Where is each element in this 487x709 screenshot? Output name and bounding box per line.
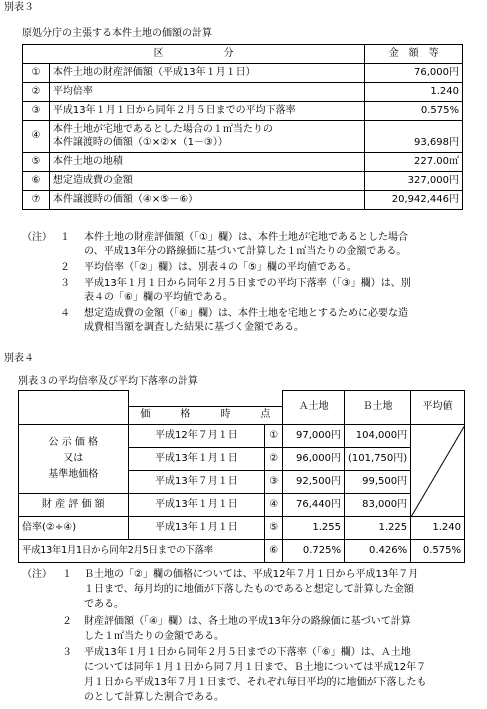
notes-label: （注） [22,569,52,580]
row-date: 平成13年７月１日 [128,471,265,494]
row-description-line2: 本件譲渡時の価額（①×②×（1－③）） [52,136,228,148]
table4-row [19,425,465,448]
table3 [22,44,463,210]
row-value-b: 0.426% [344,540,410,563]
row-number: ⑤ [265,517,283,540]
table4 [18,390,465,563]
note-number: ２ [62,616,72,627]
row-value-b: (101,750円) [344,448,410,471]
row-date: 平成13年１月１日 [128,517,265,540]
row-number: ② [265,448,283,471]
row-number: ③ [265,471,283,494]
note-text: 平成13年１月１日から同年２月５日までの下落率（「⑥」欄）は、Ａ土地 [84,647,411,658]
row-description: 本件土地の財産評価額（平成13年１月１日） [49,64,364,83]
row-value: 76,000円 [365,64,463,83]
table4-corner [19,391,129,425]
row-description: 本件譲渡時の価額（④×⑤－⑥） [49,191,364,210]
row-value-a: 96,000円 [283,448,345,471]
row-value: 327,000円 [365,172,463,191]
row-value: 1.240 [365,83,463,102]
note-text: 想定造成費の金額（「⑥」欄）は、本件土地を宅地とするために必要な造 [84,308,408,319]
row-date: 平成13年１月１日 [128,494,265,517]
table4-head-a: Ａ土地 [283,391,345,425]
row-value-a: 0.725% [283,540,345,563]
table4-head-price-time: 価 格 時 点 [128,407,283,425]
table3-head-amount: 金 額 等 [365,45,463,64]
row-value: 0.575% [365,102,463,121]
note-text: については同年１月１日から同７月１日まで、Ｂ土地については平成12年７ [84,662,427,673]
table3-head-category: 区 分 [23,45,365,64]
avg-diagonal-cell [411,425,465,517]
row-description-line1: 本件土地が宅地であるとした場合の１㎡当たりの [52,124,273,135]
row-number: ① [23,64,50,83]
row-value-avg: 1.240 [411,517,465,540]
note-text: 財産評価額（「④」欄）は、各土地の平成13年分の路線価に基づいて計算 [84,616,411,627]
table3-row [23,102,463,121]
row-description [49,121,364,153]
row-label: 倍率(②÷④) [19,517,129,540]
note-text: 平均倍率（「②」欄）は、別表４の「⑤」欄の平均値である。 [84,262,357,273]
table4-row [19,517,465,540]
table3-row [23,121,463,153]
row-number: ⑦ [23,191,50,210]
table4-group-koji: 公 示 価 格 又は 基準地価格 [19,425,129,494]
diagonal-line [411,425,465,517]
table4-head-b: Ｂ土地 [344,391,410,425]
note-text: 本件土地の財産評価額（「①」欄）は、本件土地が宅地であるとした場合 [84,232,408,243]
row-number: ⑥ [265,540,283,563]
note-number: ４ [60,308,70,319]
row-number: ⑤ [23,153,50,172]
row-number: ① [265,425,283,448]
note-number: １ [60,232,70,243]
table3-row [23,172,463,191]
table3-row [23,191,463,210]
table3-label: 別表３ [4,2,34,13]
note-text: した１㎡当たりの金額である。 [84,631,224,642]
row-value-a: 76,440円 [283,494,345,517]
note-text: の、平成13年分の路線価に基づいて計算した１㎡当たりの金額である。 [84,246,407,257]
row-number: ④ [23,121,50,153]
row-date: 平成12年７月１日 [128,425,265,448]
row-number: ③ [23,102,50,121]
row-label: 財 産 評 価 額 [19,494,129,517]
row-value-b: 104,000円 [344,425,410,448]
table4-label: 別表４ [4,353,34,364]
row-number: ⑥ [23,172,50,191]
table3-title: 原処分庁の主張する本件土地の価額の計算 [22,28,212,39]
row-value: 227.00㎡ [365,153,463,172]
notes-label: （注） [22,232,52,243]
row-description: 本件土地の地積 [49,153,364,172]
note-text: 月１日から平成13年７月１日まで、それぞれ毎日平均的に地価が下落したも [84,677,427,688]
row-value-avg: 0.575% [411,540,465,563]
table3-row [23,64,463,83]
row-label: 平成13年1月1日から同年2月5日までの下落率 [19,540,265,563]
note-text: 表４の「⑥」欄の平均値である。 [84,292,233,303]
note-text: である。 [84,599,124,610]
note-text: Ｂ土地の「②」欄の価格については、平成12年７月１日から平成13年７月 [84,569,419,580]
note-text: 成費相当額を調査した結果に基づく金額である。 [84,322,304,333]
row-value-b: 99,500円 [344,471,410,494]
row-value-a: 97,000円 [283,425,345,448]
note-number: ３ [62,647,72,658]
table3-row [23,153,463,172]
row-description: 平成13年１月１日から同年２月５日までの平均下落率 [49,102,364,121]
row-description: 想定造成費の金額 [49,172,364,191]
table4-row [19,494,465,517]
row-value: 93,698円 [365,121,463,153]
note-number: ２ [60,262,70,273]
row-description: 平均倍率 [49,83,364,102]
row-value-b: 1.225 [344,517,410,540]
row-number: ② [23,83,50,102]
table4-row [19,540,465,563]
table4-title: 別表３の平均倍率及び平均下落率の計算 [18,376,198,387]
row-number: ④ [265,494,283,517]
note-number: ３ [60,278,70,289]
table3-row [23,83,463,102]
row-date: 平成13年１月１日 [128,448,265,471]
table4-head-avg: 平均値 [411,391,465,425]
row-value-b: 83,000円 [344,494,410,517]
row-value: 20,942,446円 [365,191,463,210]
note-text: のとして計算した割合である。 [84,692,224,703]
row-value-a: 92,500円 [283,471,345,494]
note-number: １ [62,569,72,580]
row-value-a: 1.255 [283,517,345,540]
note-text: １日まで、毎月均的に地価が下落したものであると想定して計算した金額 [84,584,414,595]
note-text: 平成13年１月１日から同年２月５日までの平均下落率（「③」欄）は、別 [84,278,411,289]
